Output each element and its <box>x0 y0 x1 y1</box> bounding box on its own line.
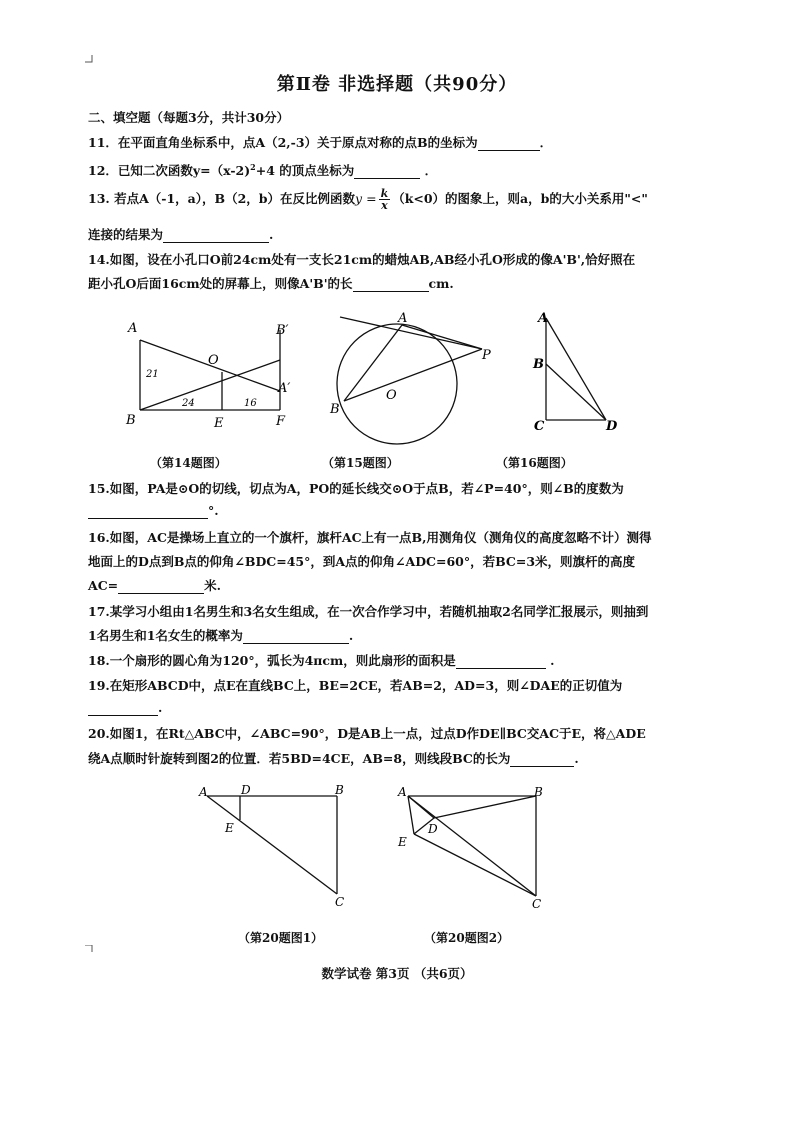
answer-blank-13[interactable] <box>163 230 269 243</box>
question-14-line2-text: 距小孔O后面16cm处的屏幕上，则像A'B'的长 <box>88 276 353 291</box>
question-20-line2: 绕A点顺时针旋转到图2的位置．若5BD=4CE，AB=8，则线段BC的长为 . <box>88 751 579 766</box>
question-13-text-end: （k<0）的图象上，则a，b的大小关系用"<" <box>392 191 648 206</box>
answer-blank-20[interactable] <box>510 754 574 767</box>
answer-blank-15[interactable] <box>88 506 208 519</box>
figure-15-caption: （第15题图） <box>322 456 399 470</box>
length-21: 21 <box>146 369 159 380</box>
figure-14 <box>118 312 308 432</box>
figure-16 <box>530 308 620 438</box>
crop-mark-bottom-left <box>85 945 93 953</box>
label-P: P <box>482 348 491 363</box>
label-A: A <box>398 785 407 799</box>
figure-20-2-caption: （第20题图2） <box>424 931 510 945</box>
question-19-line2: . <box>88 700 162 716</box>
question-15: 15.如图，PA是⊙O的切线，切点为A，PO的延长线交⊙O于点B，若∠P=40°，则∠B的度数为 <box>88 481 624 496</box>
label-D: D <box>241 783 251 797</box>
exponent: 2 <box>250 162 256 172</box>
question-20-line2-text: 绕A点顺时针旋转到图2的位置．若5BD=4CE，AB=8，则线段BC的长为 <box>88 751 511 766</box>
question-13 <box>88 188 648 211</box>
label-C: C <box>532 897 542 911</box>
figure-20-2 <box>392 782 557 912</box>
answer-blank-14[interactable] <box>353 279 429 292</box>
question-16-line2: 地面上的D点到B点的仰角∠BDC=45°，到A点的仰角∠ADC=60°，若BC=3米，则旗杆的高度 <box>88 554 636 569</box>
answer-blank-19[interactable] <box>88 703 158 716</box>
question-12: 12．已知二次函数y=（x-2)$^2$+4 的顶点坐标为 ． <box>88 162 438 179</box>
length-16: 16 <box>244 398 257 409</box>
question-16-ac: AC= <box>88 578 119 593</box>
length-24: 24 <box>182 398 195 409</box>
crop-mark-top-left <box>85 55 93 63</box>
question-13-text: 13. 若点A（-1，a），B（2，b）在反比例函数 <box>88 191 356 206</box>
fraction-k-over-x <box>379 188 391 211</box>
label-E: E <box>225 821 234 835</box>
page-footer: 数学试卷 第3页 （共6页） <box>321 966 473 981</box>
section-heading: 二、填空题（每题3分，共计30分） <box>88 110 290 125</box>
label-O: O <box>208 353 219 368</box>
question-15-line2 <box>88 503 219 519</box>
question-11: 11．在平面直角坐标系中，点A（2,-3）关于原点对称的点B的坐标为 ． <box>88 135 553 150</box>
question-17-line2: 1名男生和1名女生的概率为 . <box>88 628 354 643</box>
fraction-denominator: x <box>381 199 388 212</box>
degree-sign: °. <box>208 503 219 518</box>
label-A: A <box>128 321 138 336</box>
label-A-prime: A′ <box>278 381 291 396</box>
label-C: C <box>335 895 345 909</box>
question-12-text: 12．已知二次函数y=（x-2) <box>88 163 251 179</box>
question-18: 18.一个扇形的圆心角为120°，弧长为4πcm，则此扇形的面积是 . <box>88 653 555 668</box>
figure-15 <box>322 305 502 450</box>
question-14-unit: cm. <box>428 276 454 291</box>
answer-blank-17[interactable] <box>243 631 349 644</box>
label-E: E <box>398 835 407 849</box>
question-12-text-end: +4 的顶点坐标为 <box>255 163 355 179</box>
question-17-line2-text: 1名男生和1名女生的概率为 <box>88 628 243 643</box>
answer-blank-11[interactable] <box>478 138 540 151</box>
question-13-line2: 连接的结果为 . <box>88 227 274 242</box>
figure-14-caption: （第14题图） <box>150 456 227 470</box>
label-A: A <box>199 785 208 799</box>
question-16-unit: 米. <box>204 578 221 593</box>
question-18-text: 18.一个扇形的圆心角为120°，弧长为4πcm，则此扇形的面积是 <box>88 653 456 668</box>
label-D: D <box>428 822 438 836</box>
label-B: B <box>534 785 543 799</box>
label-A: A <box>398 311 408 326</box>
label-F: F <box>276 414 286 429</box>
label-B-prime: B′ <box>276 323 289 338</box>
label-D: D <box>606 419 618 434</box>
answer-blank-12[interactable] <box>354 166 420 179</box>
question-16: 16.如图，AC是操场上直立的一个旗杆，旗杆AC上有一点B,用测角仪（测角仪的高度忽略不计）测得 <box>88 530 652 545</box>
label-B: B <box>330 402 340 417</box>
label-B: B <box>335 783 344 797</box>
label-C: C <box>534 419 545 434</box>
figure-20-1-caption: （第20题图1） <box>238 931 324 945</box>
question-17: 17.某学习小组由1名男生和3名女生组成，在一次合作学习中，若随机抽取2名同学汇报展示，则抽到 <box>88 604 649 619</box>
question-14-line2 <box>88 276 454 292</box>
label-O: O <box>386 388 397 403</box>
label-A: A <box>538 311 549 326</box>
figure-16-caption: （第16题图） <box>496 456 573 470</box>
label-B: B <box>533 357 544 372</box>
question-20: 20.如图1，在Rt△ABC中，∠ABC=90°，D是AB上一点，过点D作DE∥BC交AC于E，将△ADE <box>88 726 646 741</box>
formula-y: y = <box>355 191 377 206</box>
question-13-line2-text: 连接的结果为 <box>88 227 164 242</box>
answer-blank-18[interactable] <box>456 656 546 669</box>
label-B: B <box>126 413 136 428</box>
question-11-text: 11．在平面直角坐标系中，点A（2,-3）关于原点对称的点B的坐标为 <box>88 135 478 150</box>
label-E: E <box>214 416 224 431</box>
question-19: 19.在矩形ABCD中，点E在直线BC上，BE=2CE，若AB=2，AD=3，则∠DAE的正切值为 <box>88 678 623 693</box>
figure-20-1 <box>195 782 360 912</box>
page-title: 第Ⅱ卷 非选择题（共90分） <box>276 74 518 95</box>
fraction-numerator: k <box>380 187 389 200</box>
question-16-line3 <box>88 578 221 594</box>
question-14: 14.如图，设在小孔口O前24cm处有一支长21cm的蜡烛AB,AB经小孔O形成的像A'B',恰好照在 <box>88 252 636 267</box>
answer-blank-16[interactable] <box>118 581 204 594</box>
